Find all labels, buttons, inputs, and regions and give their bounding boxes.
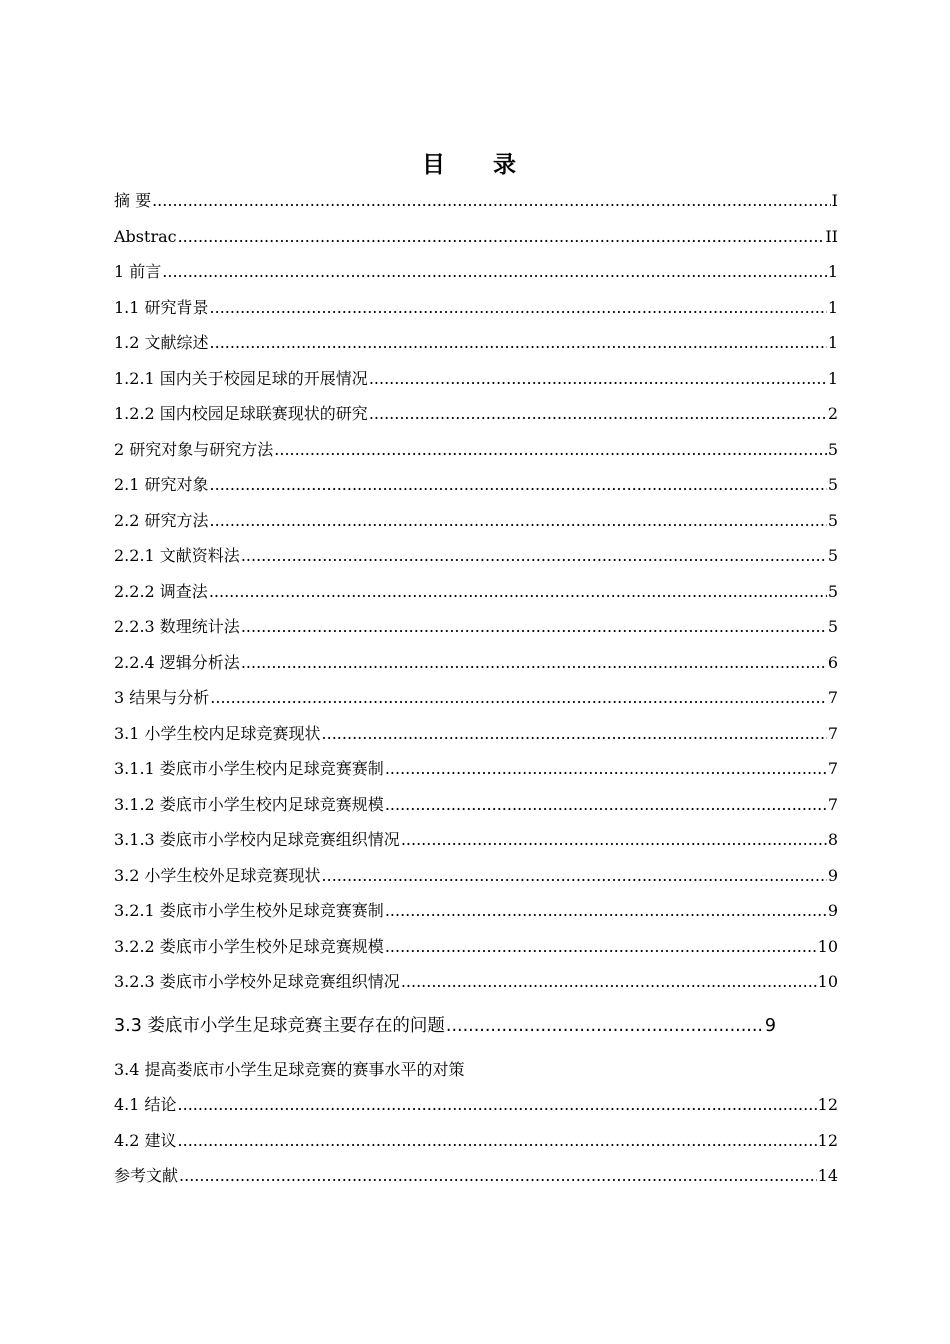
toc-entry[interactable] [114, 858, 838, 894]
toc-entry-label: 3.3 娄底市小学生足球竞赛主要存在的问题 [114, 1015, 445, 1036]
dot-leader [401, 822, 827, 858]
toc-entry[interactable] [114, 609, 838, 645]
dot-leader [210, 503, 827, 539]
toc-entry-label: 1.2.1 国内关于校园足球的开展情况 [114, 368, 368, 388]
toc-entry-label: 摘 要 [114, 191, 152, 210]
dot-leader [210, 467, 827, 503]
toc-entry-page-number: 8 [827, 830, 838, 849]
toc-entry[interactable] [114, 751, 838, 787]
dot-leader [401, 964, 817, 1000]
toc-entry-page-number: 12 [817, 1130, 838, 1150]
toc-entry-label: 1.2 文献综述 [114, 333, 209, 352]
table-of-contents [114, 183, 838, 1194]
toc-entry[interactable] [114, 1052, 838, 1088]
dot-leader [369, 396, 827, 432]
toc-entry[interactable] [114, 964, 838, 1000]
dot-leader [322, 716, 827, 752]
dot-leader [385, 751, 827, 787]
toc-entry-label: 3 结果与分析 [114, 688, 210, 707]
toc-entry[interactable] [114, 254, 838, 290]
toc-entry-page-number: 2 [827, 404, 838, 423]
toc-entry-label: 参考文献 [114, 1166, 179, 1185]
toc-entry-label: 3.2.3 娄底市小学校外足球竞赛组织情况 [114, 972, 400, 991]
toc-entry-page-number: 7 [827, 688, 838, 707]
toc-entry-label: 3.2.2 娄底市小学生校外足球竞赛规模 [114, 936, 384, 956]
dot-leader [210, 325, 827, 361]
toc-entry-page-number: 1 [827, 368, 838, 388]
toc-entry-page-number: 5 [827, 510, 838, 530]
toc-entry[interactable] [114, 290, 838, 326]
toc-entry[interactable] [114, 1087, 838, 1123]
dot-leader [152, 183, 831, 219]
toc-entry-label: 1 前言 [114, 262, 162, 281]
toc-entry-label: 2.1 研究对象 [114, 475, 209, 494]
toc-entry-page-number: 12 [817, 1095, 838, 1114]
toc-entry-page-number: 7 [827, 723, 838, 743]
toc-entry[interactable] [114, 645, 838, 681]
dot-leader [162, 254, 827, 290]
toc-entry-page-number: 10 [817, 936, 838, 956]
dot-leader [241, 538, 827, 574]
toc-entry[interactable] [114, 680, 838, 716]
dot-leader [385, 893, 827, 929]
dot-leader [178, 1087, 817, 1123]
toc-entry[interactable] [114, 396, 838, 432]
dot-leader [178, 219, 825, 255]
toc-entry-page-number: 5 [827, 581, 838, 601]
dot-leader [241, 609, 827, 645]
toc-entry-page-number: I [831, 191, 838, 210]
toc-title: 目 录 [421, 152, 536, 178]
dot-leader [210, 290, 827, 326]
toc-entry-label: 4.2 建议 [114, 1130, 177, 1150]
toc-entry[interactable] [114, 503, 838, 539]
toc-entry-label: 3.2.1 娄底市小学生校外足球竞赛赛制 [114, 901, 384, 920]
dot-leader [210, 680, 827, 716]
dot-leader [179, 1158, 817, 1194]
toc-entry[interactable] [114, 929, 838, 965]
toc-entry-page-number: 1 [827, 333, 838, 352]
toc-entry-page-number: 1 [827, 262, 838, 281]
toc-entry-label: 2.2.3 数理统计法 [114, 617, 240, 636]
toc-entry-page-number: 5 [827, 617, 838, 636]
toc-entry[interactable] [114, 538, 838, 574]
dot-leader [209, 574, 827, 610]
toc-entry-label: 3.1 小学生校内足球竞赛现状 [114, 723, 321, 743]
toc-entry-page-number: 10 [817, 972, 838, 991]
toc-entry-label: Abstrac [114, 226, 177, 246]
toc-entry[interactable] [114, 325, 838, 361]
toc-entry-label: 3.4 提高娄底市小学生足球竞赛的赛事水平的对策 [114, 1059, 465, 1079]
toc-entry-page-number: 5 [827, 475, 838, 494]
toc-entry[interactable] [114, 574, 838, 610]
toc-entry-page-number: 7 [827, 759, 838, 778]
toc-entry[interactable] [114, 432, 838, 468]
toc-entry[interactable] [114, 893, 838, 929]
toc-entry-page-number: 1 [827, 297, 838, 317]
dot-leader [385, 929, 817, 965]
toc-entry-page-number: 9 [827, 865, 838, 885]
toc-entry[interactable] [114, 787, 838, 823]
dot-leader [446, 1000, 764, 1052]
toc-entry[interactable] [114, 1123, 838, 1159]
toc-entry[interactable] [114, 361, 838, 397]
toc-entry[interactable] [114, 219, 838, 255]
toc-entry-label: 3.1.3 娄底市小学校内足球竞赛组织情况 [114, 830, 400, 849]
toc-entry-label: 2.2.2 调查法 [114, 581, 208, 601]
toc-entry[interactable] [114, 716, 838, 752]
toc-entry-page-number: 9 [827, 901, 838, 920]
toc-entry-page-number: 5 [827, 546, 838, 565]
toc-entry[interactable] [114, 183, 838, 219]
toc-entry[interactable] [114, 1000, 776, 1052]
dot-leader [241, 645, 827, 681]
toc-entry-label: 4.1 结论 [114, 1095, 177, 1114]
toc-entry-label: 2 研究对象与研究方法 [114, 439, 274, 459]
toc-entry-label: 3.2 小学生校外足球竞赛现状 [114, 865, 321, 885]
dot-leader [385, 787, 827, 823]
toc-entry-label: 1.2.2 国内校园足球联赛现状的研究 [114, 404, 368, 423]
toc-entry-page-number: 7 [827, 794, 838, 814]
toc-entry-label: 3.1.1 娄底市小学生校内足球竞赛赛制 [114, 759, 384, 778]
dot-leader [369, 361, 827, 397]
toc-entry[interactable] [114, 822, 838, 858]
toc-entry[interactable] [114, 467, 838, 503]
dot-leader [274, 432, 827, 468]
toc-entry-page-number: 9 [764, 1015, 776, 1036]
toc-entry-page-number: 14 [817, 1166, 838, 1185]
toc-entry-label: 2.2 研究方法 [114, 510, 209, 530]
toc-entry-label: 2.2.4 逻辑分析法 [114, 652, 240, 672]
toc-entry-page-number: 6 [827, 652, 838, 672]
toc-entry-page-number: 5 [827, 439, 838, 459]
toc-entry-page-number: II [825, 226, 838, 246]
toc-entry-label: 3.1.2 娄底市小学生校内足球竞赛规模 [114, 794, 384, 814]
dot-leader [322, 858, 827, 894]
toc-entry-label: 1.1 研究背景 [114, 297, 209, 317]
toc-entry[interactable] [114, 1158, 838, 1194]
dot-leader [178, 1123, 817, 1159]
toc-entry-label: 2.2.1 文献资料法 [114, 546, 240, 565]
